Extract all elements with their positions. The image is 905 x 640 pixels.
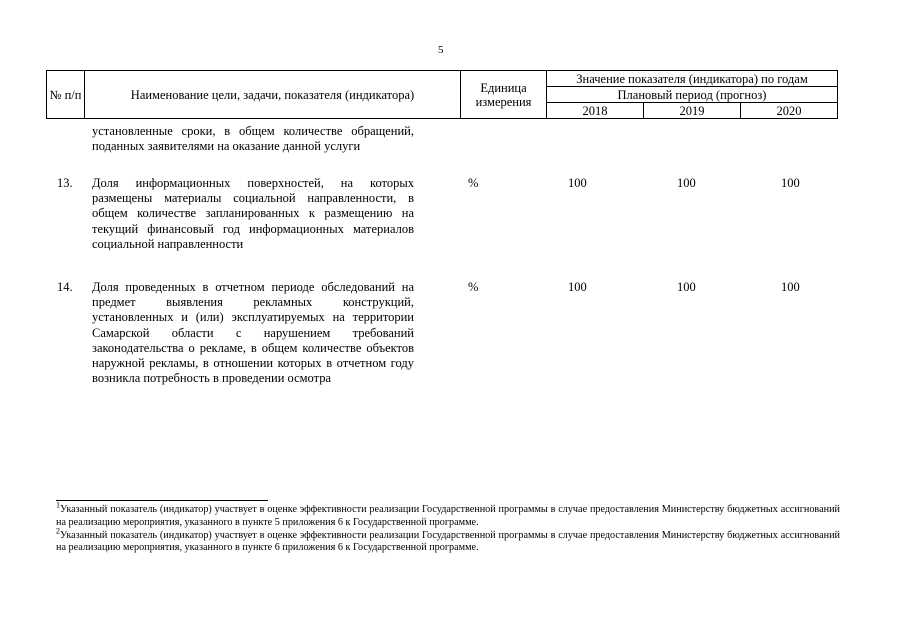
row-14-value-2020: 100: [781, 280, 800, 294]
row-13-value-2018: 100: [568, 176, 587, 190]
row-13-unit: %: [468, 176, 479, 190]
footnotes: [56, 500, 840, 555]
row-13-number: 13.: [57, 176, 73, 190]
row-13-text: Доля информационных поверхностей, на которых размещены материалы социальной направленности, в общем количестве запланированных к размещению на текущий финансовый год информационных материалов социальной направленности: [92, 176, 414, 251]
row-13-value-2019: 100: [677, 176, 696, 190]
footnote-1-mark: 1: [56, 500, 60, 510]
header-values-cell: Значение показателя (индикатора) по годам: [547, 71, 838, 87]
page-number: 5: [438, 44, 444, 56]
header-year-2019: 2019: [644, 103, 741, 119]
footnote-2-text: Указанный показатель (индикатор) участвует в оценке эффективности реализации Государственной программы в случае предоставления Министерству бюджетных ассигнований на реализацию мероприятия, указанного в пункте 6 приложения 6 к Государственной программе.: [56, 529, 840, 554]
indicator-table-header: [46, 70, 838, 119]
row-14-unit: %: [468, 280, 479, 294]
row-14-value-2018: 100: [568, 280, 587, 294]
header-year-2018: 2018: [547, 103, 644, 119]
footnote-1: [56, 500, 840, 530]
row-14-number: 14.: [57, 280, 73, 294]
footnote-2-mark: 2: [56, 526, 60, 536]
row-14-value-2019: 100: [677, 280, 696, 294]
header-year-2020: 2020: [741, 103, 838, 119]
header-period-cell: Плановый период (прогноз): [547, 87, 838, 103]
row-continuation-text: установленные сроки, в общем количестве обращений, поданных заявителями на оказание данной услуги: [92, 124, 414, 154]
footnote-2: [56, 526, 840, 556]
header-no-cell: № п/п: [47, 71, 85, 119]
header-unit-cell: Единица измерения: [461, 71, 547, 119]
header-name-cell: Наименование цели, задачи, показателя (индикатора): [85, 71, 461, 119]
footnote-divider: [56, 500, 268, 501]
row-13-value-2020: 100: [781, 176, 800, 190]
footnote-1-text: Указанный показатель (индикатор) участвует в оценке эффективности реализации Государственной программы в случае предоставления Министерству бюджетных ассигнований на реализацию мероприятия, указанного в пункте 5 приложения 6 к Государственной программе.: [56, 504, 840, 528]
row-14-text: Доля проведенных в отчетном периоде обследований на предмет выявления рекламных конструкций, установленных и (или) эксплуатируемых на территории Самарской области с нарушением требований законодательства о рекламе, в общем количестве объектов наружной рекламы, в отношении которых в отчетном году возникла потребность в проведении осмотра: [92, 280, 414, 386]
